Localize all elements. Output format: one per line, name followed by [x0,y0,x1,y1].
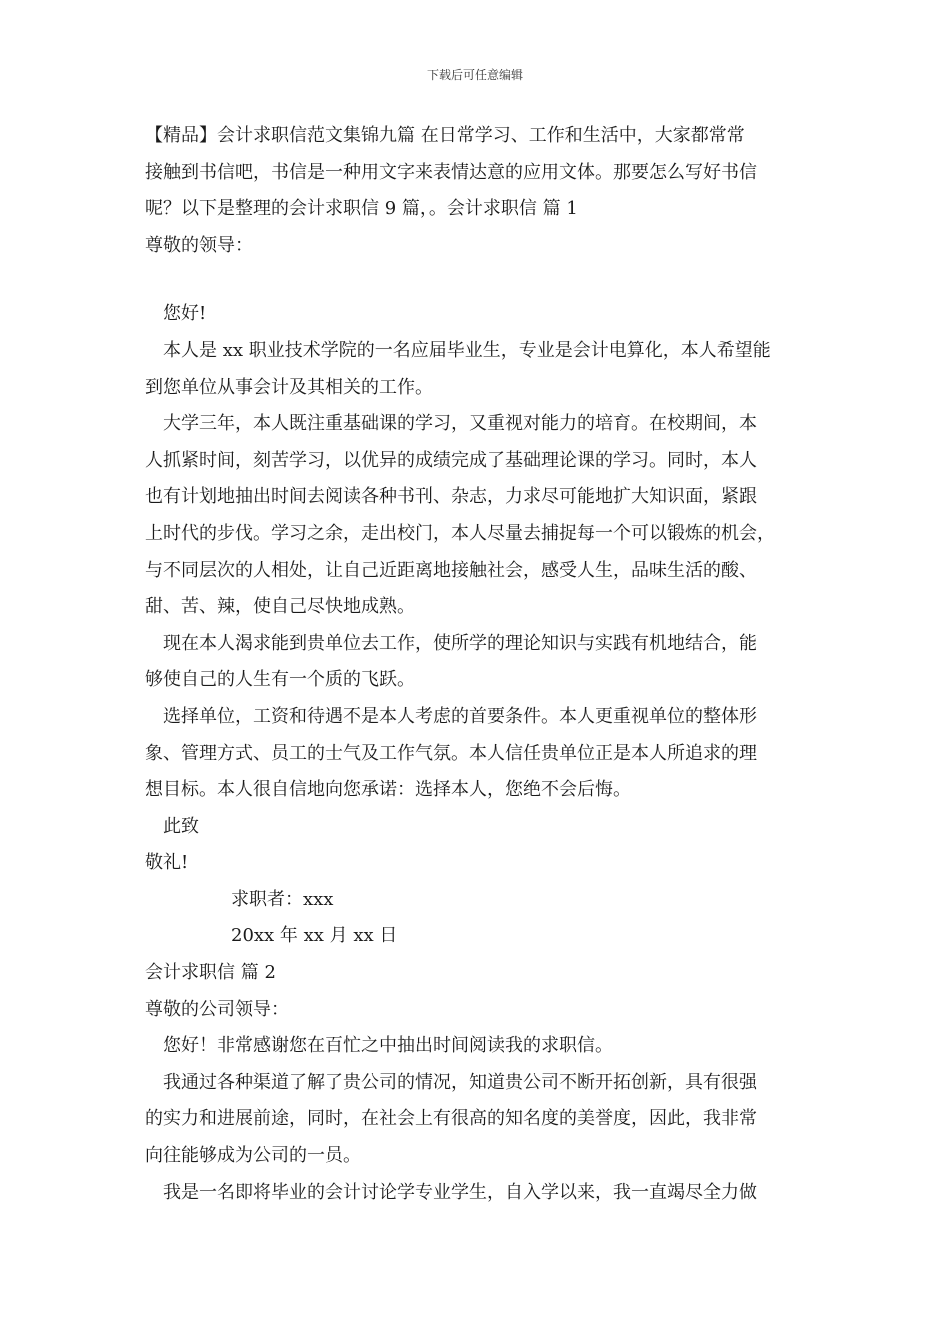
letter2-para1-line: 我通过各种渠道了解了贵公司的情况，知道贵公司不断开拓创新，具有很强 [163,1071,757,1093]
letter1-date: 20xx 年 xx 月 xx 日 [231,925,398,947]
letter1-para2-line: 上时代的步伐。学习之余，走出校门，本人尽量去捕捉每一个可以锻炼的机会， [145,522,775,544]
letter1-para4-line: 想目标。本人很自信地向您承诺：选择本人，您绝不会后悔。 [145,779,631,801]
letter2-greeting: 您好！非常感谢您在百忙之中抽出时间阅读我的求职信。 [163,1035,613,1057]
letter2-heading: 会计求职信 篇 2 [145,962,276,984]
letter1-signer: 求职者：xxx [231,888,334,910]
letter1-para2-line: 甜、苦、辣，使自己尽快地成熟。 [145,596,415,618]
letter1-para4-line: 选择单位，工资和待遇不是本人考虑的首要条件。本人更重视单位的整体形 [163,705,757,727]
letter1-para3-line: 现在本人渴求能到贵单位去工作，使所学的理论知识与实践有机地结合，能 [163,632,757,654]
intro-line: 呢？以下是整理的会计求职信 9 篇，。会计求职信 篇 1 [145,198,578,220]
intro-line: 接触到书信吧，书信是一种用文字来表情达意的应用文体。那要怎么写好书信 [145,161,757,183]
letter1-greeting: 您好! [163,303,207,325]
letter2-para2-line: 我是一名即将毕业的会计讨论学专业学生，自入学以来，我一直竭尽全力做 [163,1181,757,1203]
letter1-para1-line: 到您单位从事会计及其相关的工作。 [145,376,433,398]
letter2-salutation: 尊敬的公司领导： [145,998,289,1020]
document-body [145,118,817,1211]
letter1-para2-line: 人抓紧时间，刻苦学习，以优异的成绩完成了基础理论课的学习。同时，本人 [145,449,757,471]
letter1-closing2: 敬礼! [145,852,189,874]
letter1-para2-line: 也有计划地抽出时间去阅读各种书刊、杂志，力求尽可能地扩大知识面，紧跟 [145,486,757,508]
letter2-para1-line: 的实力和进展前途，同时，在社会上有很高的知名度的美誉度，因此，我非常 [145,1108,757,1130]
letter1-para2-line: 与不同层次的人相处，让自己近距离地接触社会，感受人生，品味生活的酸、 [145,559,757,581]
letter1-closing1: 此致 [163,815,199,837]
intro-line: 【精品】会计求职信范文集锦九篇 在日常学习、工作和生活中，大家都常常 [145,125,745,146]
letter1-para2-line: 大学三年，本人既注重基础课的学习，又重视对能力的培育。在校期间，本 [163,413,757,435]
letter2-para1-line: 向往能够成为公司的一员。 [145,1145,361,1167]
letter1-salutation: 尊敬的领导： [145,234,253,256]
blank-line [145,264,817,296]
letter1-para3-line: 够使自己的人生有一个质的飞跃。 [145,669,415,691]
letter1-para1-line: 本人是 xx 职业技术学院的一名应届毕业生，专业是会计电算化，本人希望能 [163,339,771,361]
header-note: 下载后可任意编辑 [426,68,523,82]
letter1-para4-line: 象、管理方式、员工的士气及工作气氛。本人信任贵单位正是本人所追求的理 [145,742,757,764]
